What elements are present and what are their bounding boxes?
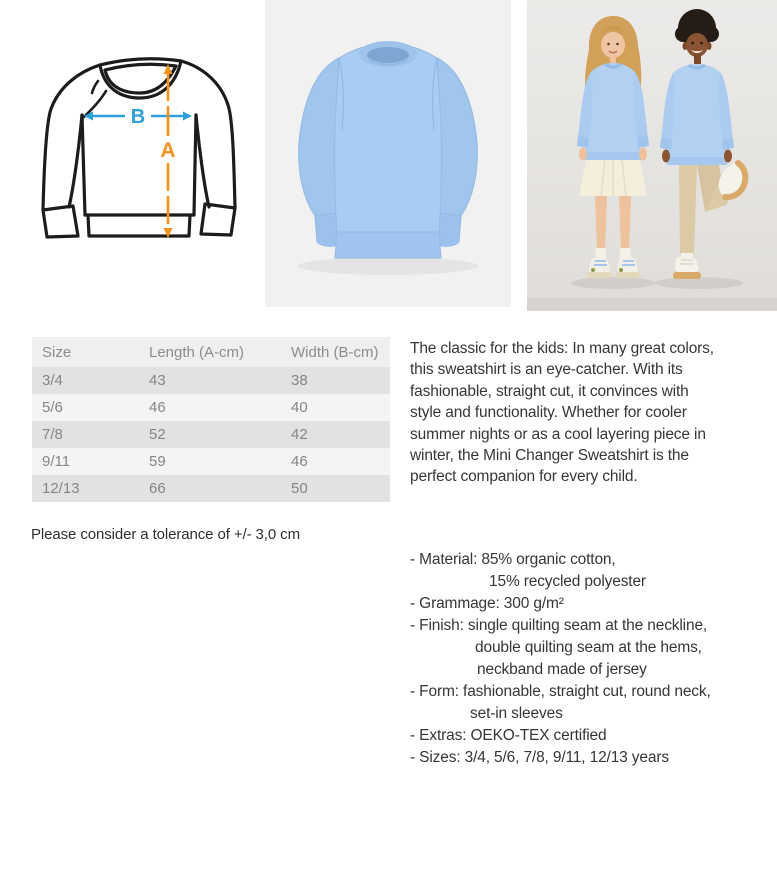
tolerance-note: Please consider a tolerance of +/- 3,0 cm [31,526,300,543]
product-description [410,338,772,488]
description-line: style and functionality. Whether for cooler [410,404,687,422]
spec-line: - Material: 85% organic cotton, [410,551,616,568]
table-cell: 42 [281,421,390,448]
kids-models-illustration [527,0,777,311]
table-cell: 46 [139,394,281,421]
length-label: A [160,139,176,162]
table-cell: 43 [139,367,281,394]
table-row [32,475,390,502]
table-header-cell: Width (B-cm) [281,337,390,367]
description-line: this sweatshirt is an eye-catcher. With its [410,361,683,379]
table-cell: 46 [281,448,390,475]
table-header-cell: Length (A-cm) [139,337,281,367]
table-row [32,367,390,394]
sweatshirt-flatlay-illustration [265,0,511,307]
description-line: perfect companion for every child. [410,468,638,486]
table-cell: 52 [139,421,281,448]
width-label: B [130,106,146,128]
spec-line: - Form: fashionable, straight cut, round neck, [410,683,711,700]
table-cell: 12/13 [32,475,139,502]
description-line: summer nights or as a cool layering piece in [410,425,706,443]
table-cell: 59 [139,448,281,475]
description-line: winter, the Mini Changer Sweatshirt is the [410,447,689,465]
spec-line: - Sizes: 3/4, 5/6, 7/8, 9/11, 12/13 years [410,749,669,766]
product-photo-models [527,0,777,311]
table-cell: 40 [281,394,390,421]
table-cell: 50 [281,475,390,502]
spec-line: neckband made of jersey [477,661,647,678]
spec-line: set-in sleeves [470,705,563,722]
spec-line: - Extras: OEKO-TEX certified [410,727,607,744]
description-line: The classic for the kids: In many great colors, [410,340,714,357]
sweatshirt-measure-diagram-icon [18,45,250,260]
description-line: fashionable, straight cut, it convinces with [410,382,689,400]
spec-line: double quilting seam at the hems, [475,639,702,656]
spec-list [410,549,772,769]
spec-line: - Grammage: 300 g/m² [410,595,564,612]
product-photo-flatlay [265,0,511,307]
table-cell: 7/8 [32,421,139,448]
spec-line: - Finish: single quilting seam at the neckline, [410,617,708,634]
table-cell: 9/11 [32,448,139,475]
size-table-header-row [32,337,390,367]
table-row [32,448,390,475]
spec-line: 15% recycled polyester [489,573,646,590]
table-cell: 66 [139,475,281,502]
size-table-body [32,367,390,502]
table-header-cell: Size [32,337,139,367]
table-cell: 38 [281,367,390,394]
table-cell: 3/4 [32,367,139,394]
size-table [32,337,390,502]
table-cell: 5/6 [32,394,139,421]
table-row [32,394,390,421]
size-diagram [18,45,250,260]
table-row [32,421,390,448]
